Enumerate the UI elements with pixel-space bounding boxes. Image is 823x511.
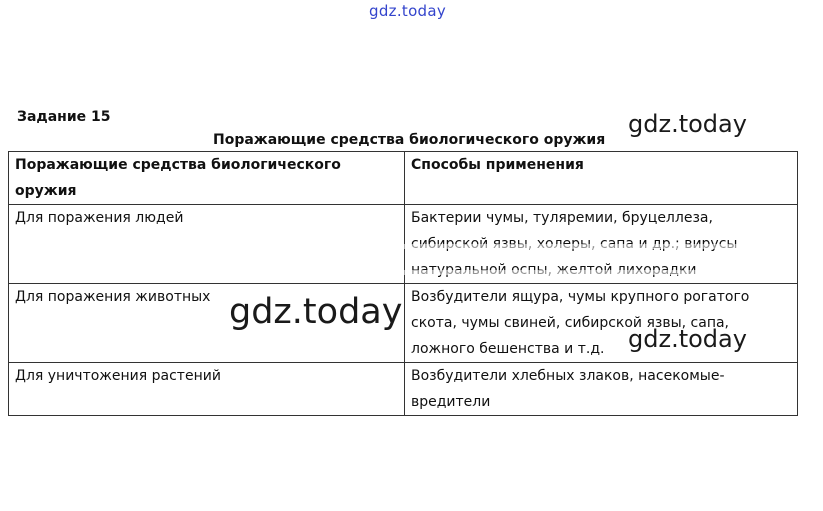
target-cell: Для поражения людей [9,205,405,284]
task-label: Задание 15 [17,109,111,125]
methods-cell: Возбудители ящура, чумы крупного рогатого скота, чумы свиней, сибирской язвы, сапа, ложного бешенства и т.д. [405,284,798,363]
header-cell-agents: Поражающие средства биологического оружия [9,152,405,205]
table-header-row [9,152,798,205]
header-cell-methods: Способы применения [405,152,798,205]
scan-smudge [60,270,760,275]
weapons-table [8,151,798,416]
watermark: gdz.today [229,292,403,332]
methods-cell: Бактерии чумы, туляремии, бруцеллеза, [405,205,798,284]
watermark: gdz.today [628,325,747,353]
target-cell: Для уничтожения растений [9,363,405,416]
document-title: Поражающие средства биологического оружия [213,132,606,148]
watermark: gdz.today [628,110,747,138]
scan-smudge [380,244,760,249]
methods-cell: Возбудители хлебных злаков, насекомые-вредители [405,363,798,416]
watermark-top: gdz.today [369,2,447,20]
table-row [9,363,798,416]
target-cell: Для поражения животных [9,284,405,363]
